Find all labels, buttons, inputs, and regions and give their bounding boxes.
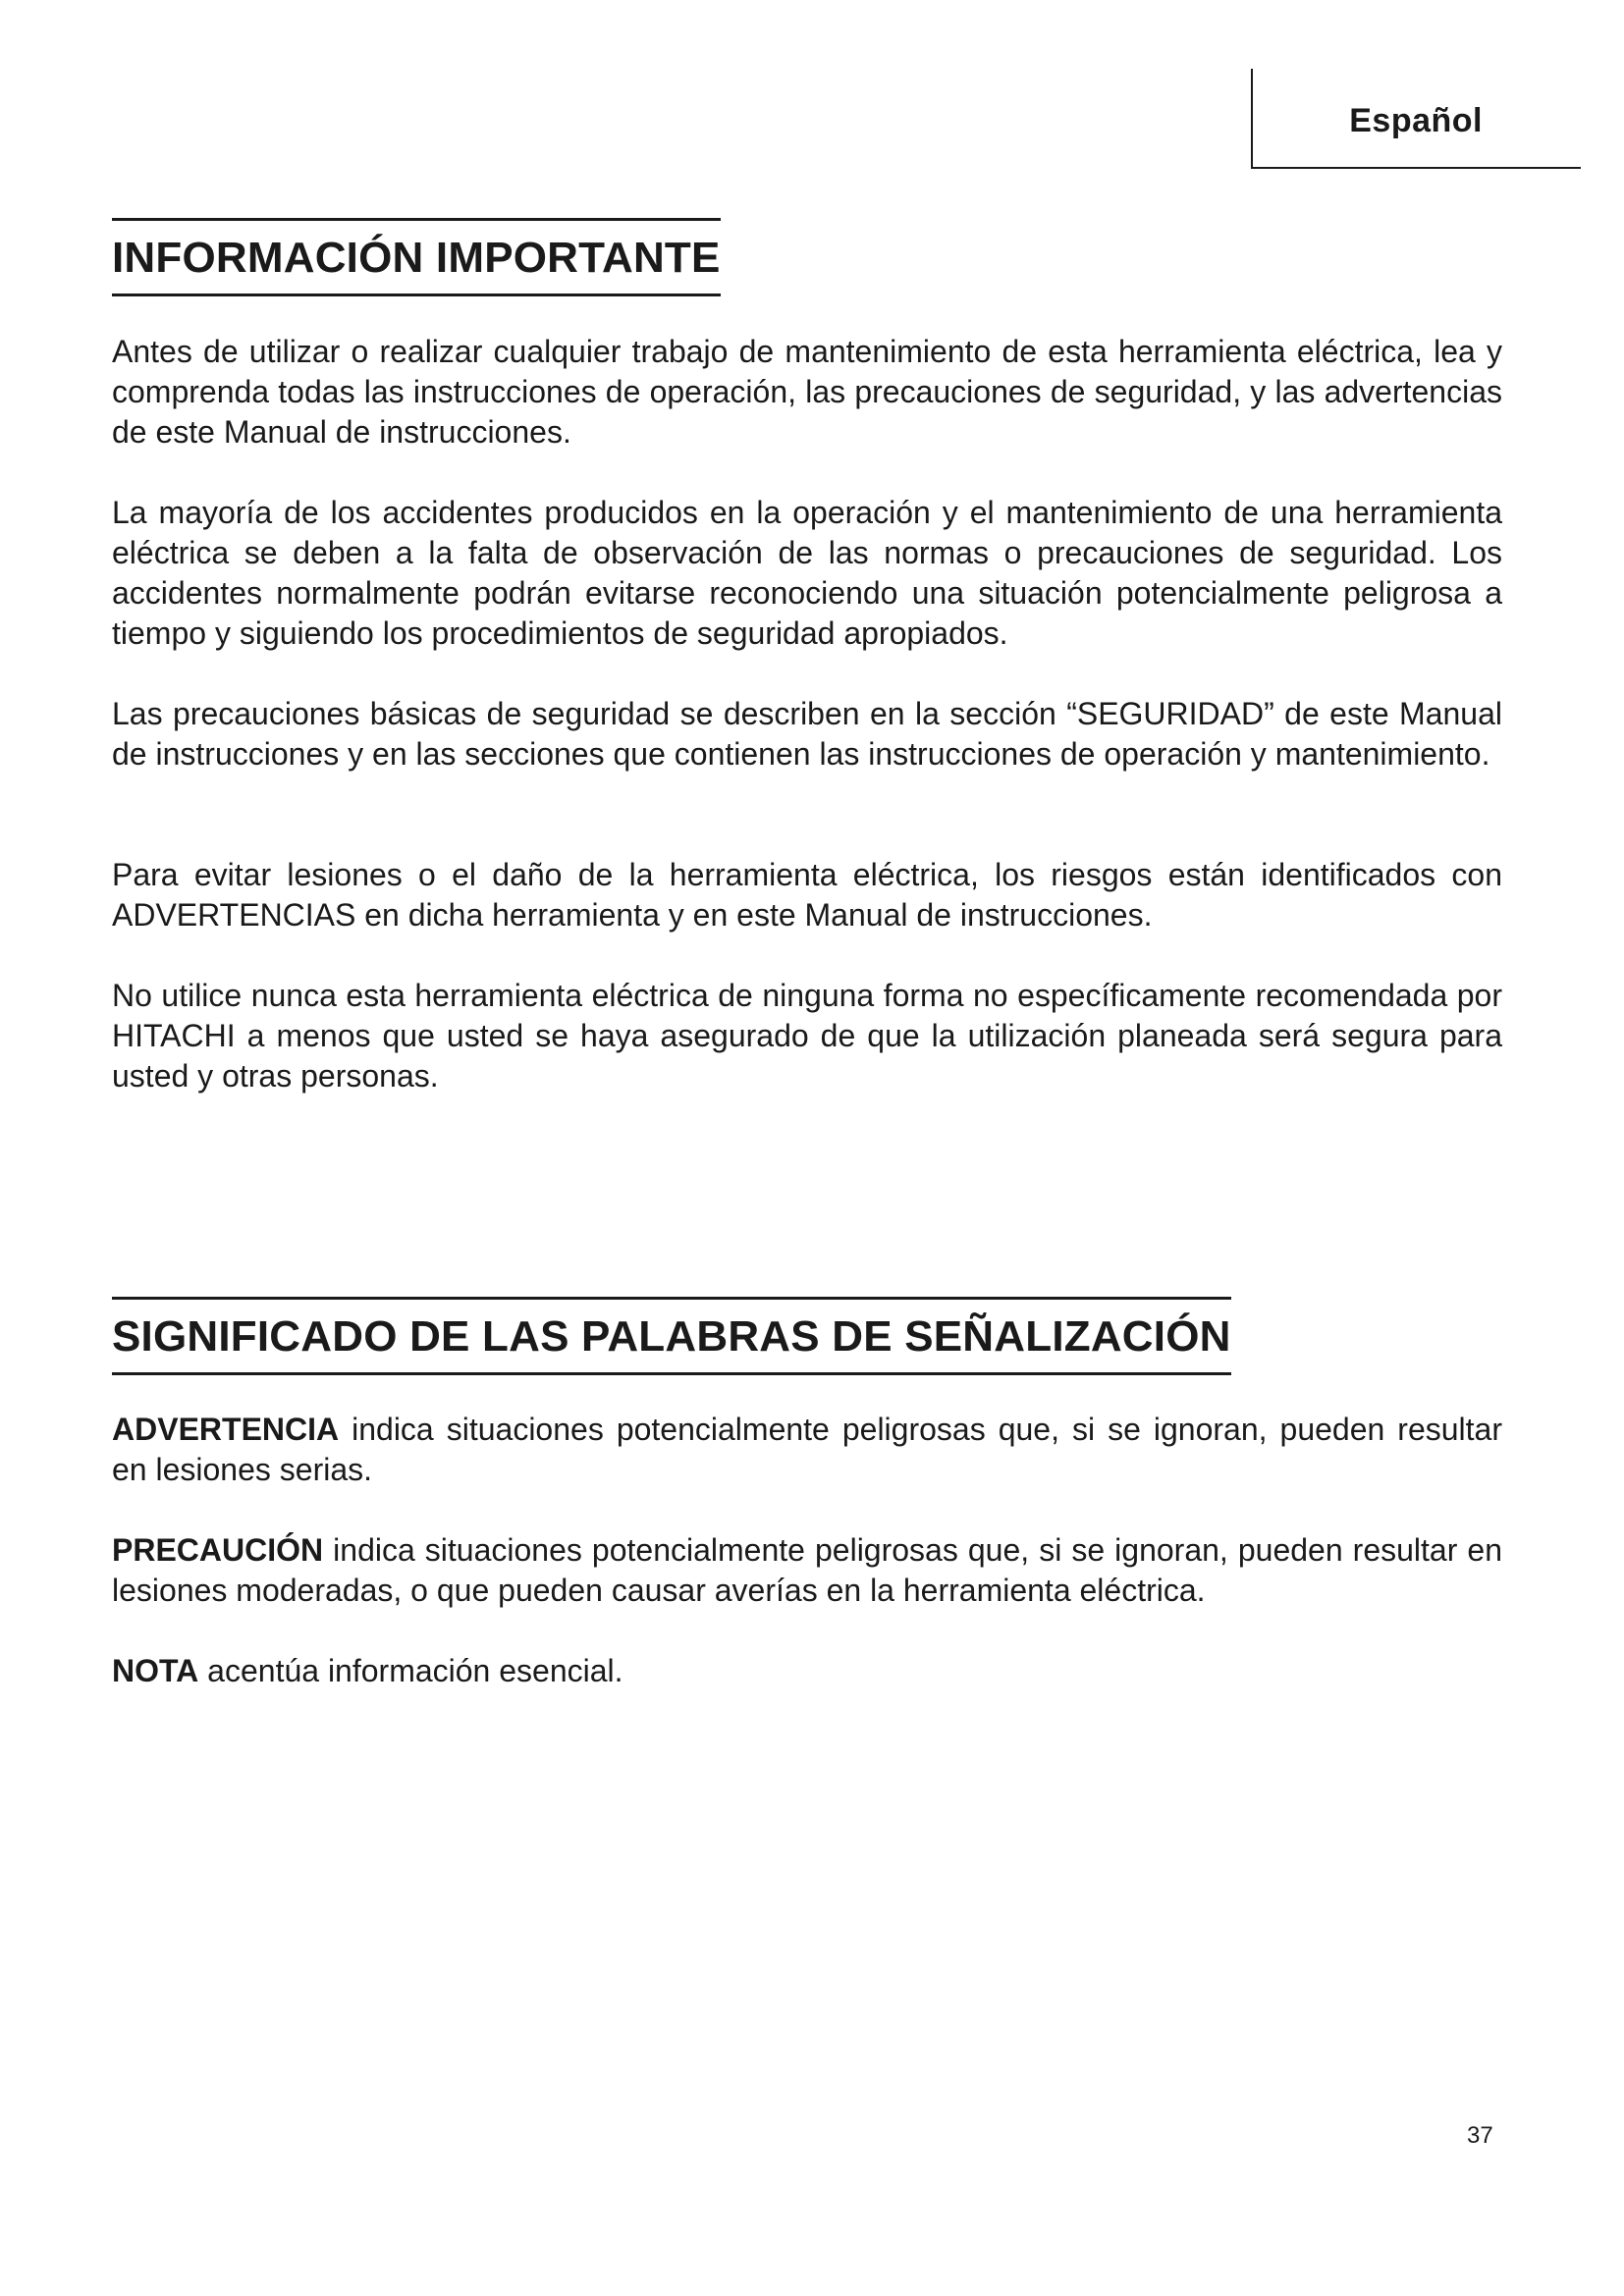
definition-warning-text: indica situaciones potencialmente peligrosas que, si se ignoran, pueden resultar en lesiones serias. [112, 1412, 1502, 1487]
term-caution: PRECAUCIÓN [112, 1532, 324, 1568]
paragraph-4: Para evitar lesiones o el daño de la herramienta eléctrica, los riesgos están identificados con ADVERTENCIAS en dicha herramienta y en este Manual de instrucciones. [112, 857, 1502, 933]
definition-warning [112, 1410, 1502, 1490]
paragraph-2: La mayoría de los accidentes producidos en la operación y el mantenimiento de una herramienta eléctrica se deben a la falta de observación de las normas o precauciones de seguridad. Los accidentes normalmente podrán evitarse reconociendo una situación potencialmente peligrosa a tiempo y siguiendo los procedimientos de seguridad apropiados. [112, 495, 1502, 651]
page-number: 37 [1467, 2122, 1493, 2149]
term-warning: ADVERTENCIA [112, 1412, 340, 1447]
definition-note [112, 1651, 1502, 1691]
paragraph-1: Antes de utilizar o realizar cualquier trabajo de mantenimiento de esta herramienta eléctrica, lea y comprenda todas las instrucciones de operación, las precauciones de seguridad, y las advertencias de este Manual de instrucciones. [112, 334, 1502, 450]
definition-note-text: acentúa información esencial. [198, 1653, 623, 1688]
definition-caution [112, 1530, 1502, 1611]
language-tab [1251, 69, 1581, 169]
definition-caution-text: indica situaciones potencialmente peligrosas que, si se ignoran, pueden resultar en lesiones moderadas, o que pueden causar averías en la herramienta eléctrica. [112, 1532, 1502, 1608]
term-note: NOTA [112, 1653, 199, 1688]
section-heading-important-info: INFORMACIÓN IMPORTANTE [112, 218, 721, 296]
paragraph-3: Las precauciones básicas de seguridad se describen en la sección “SEGURIDAD” de este Manual de instrucciones y en las secciones que contienen las instrucciones de operación y mantenimiento. [112, 696, 1502, 772]
section-heading-signal-words: SIGNIFICADO DE LAS PALABRAS DE SEÑALIZACIÓN [112, 1297, 1231, 1375]
language-label: Español [1349, 102, 1483, 139]
paragraph-5: No utilice nunca esta herramienta eléctrica de ninguna forma no específicamente recomendada por HITACHI a menos que usted se haya asegurado de que la utilización planeada será segura para usted y otras personas. [112, 978, 1502, 1094]
